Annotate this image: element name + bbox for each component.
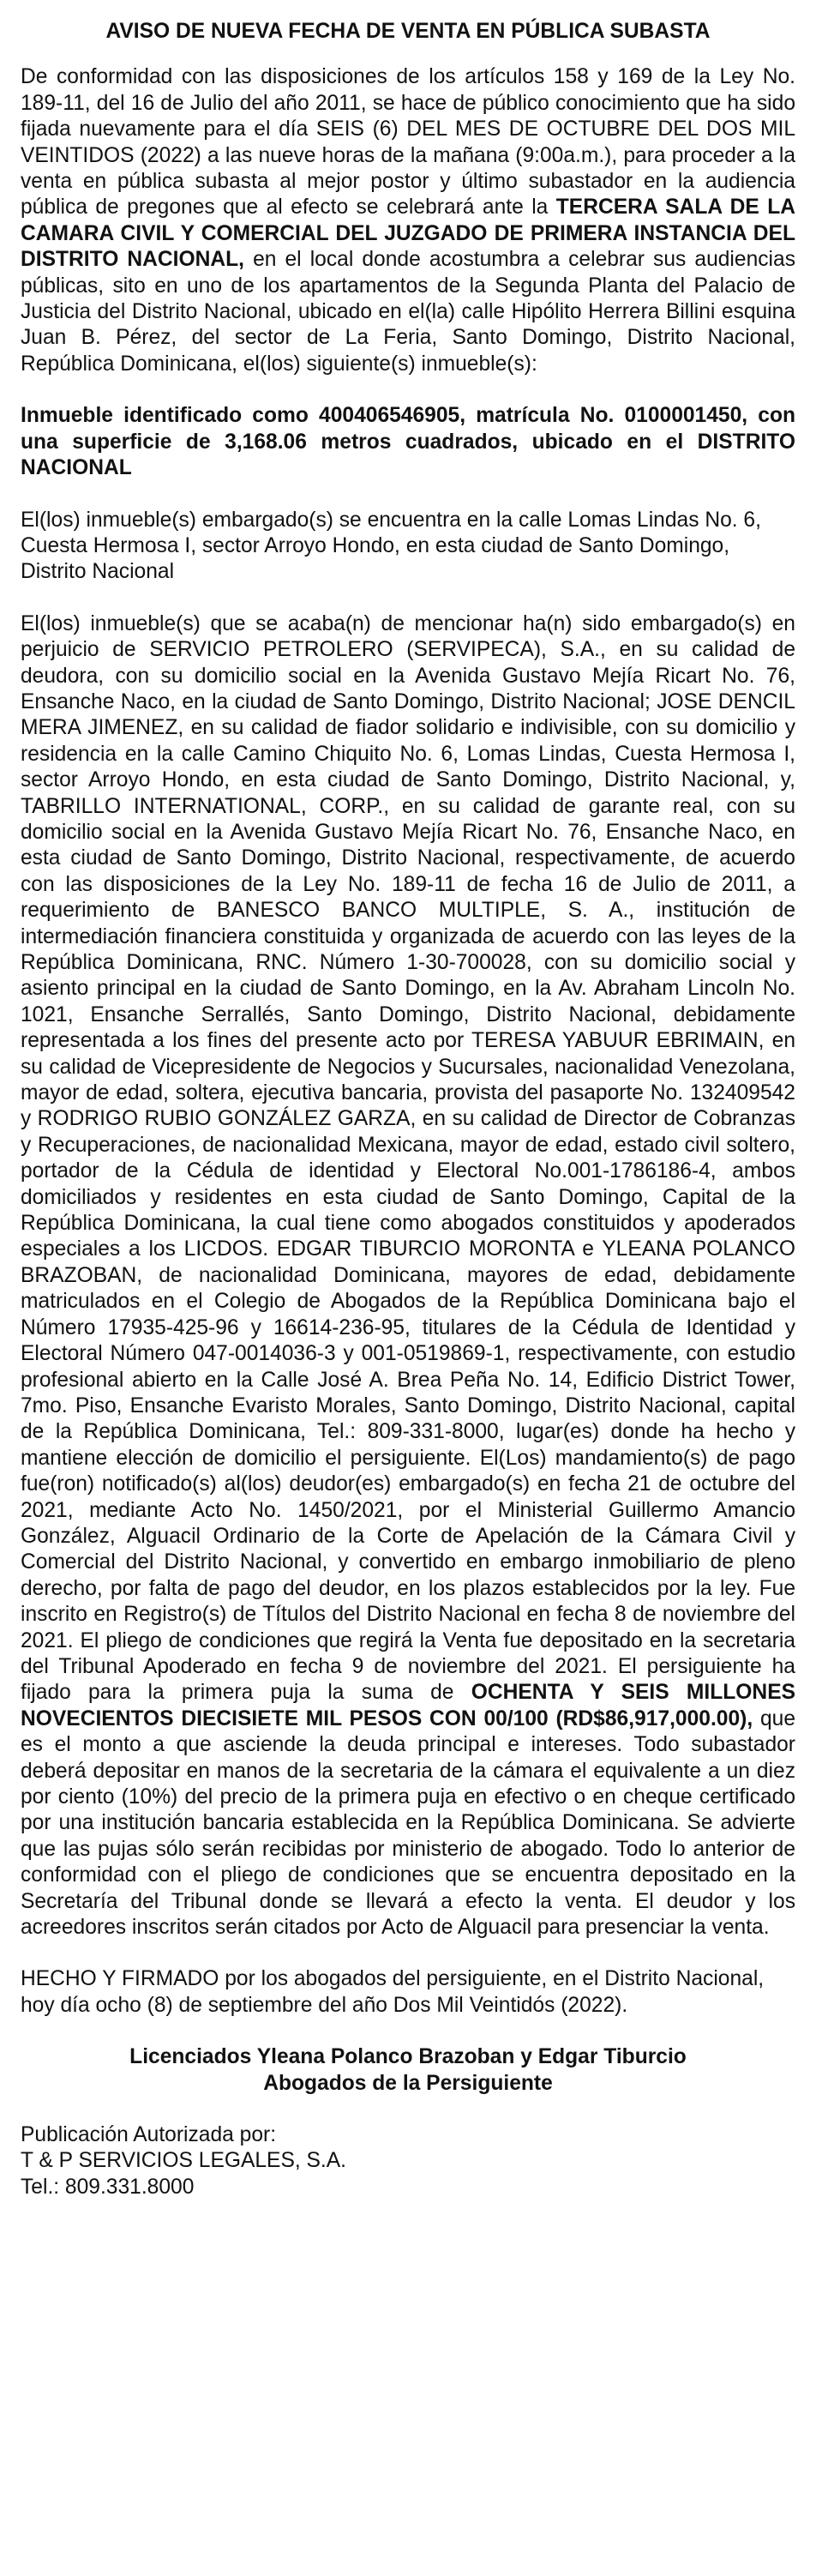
signature-role: Abogados de la Persiguiente — [263, 2071, 553, 2095]
spacer — [21, 2097, 795, 2122]
spacer — [21, 1941, 795, 1966]
publisher-phone: Tel.: 809.331.8000 — [21, 2175, 195, 2199]
first-bid-amount: OCHENTA Y SEIS MILLONES NOVECIENTOS DIECISIETE MIL PESOS CON 00/100 (RD$86,917,000.00), — [21, 1681, 795, 1730]
property-identification: Inmueble identificado como 400406546905, matrícula No. 0100001450, con una superficie de 3,168.06 metros cuadrados, ubicado en el DISTRITO NACIONAL — [21, 404, 795, 480]
paragraph-auction-date — [21, 64, 795, 377]
paragraph-seizure-details — [21, 611, 795, 1941]
publisher-name: T & P SERVICIOS LEGALES, S.A. — [21, 2149, 347, 2173]
court-name: TERCERA SALA DE LA CAMARA CIVIL Y COMERCIAL DEL JUZGADO DE PRIMERA INSTANCIA DEL DISTRITO NACIONAL, — [21, 196, 795, 272]
signed-statement: HECHO Y FIRMADO por los abogados del persiguiente, en el Distrito Nacional, hoy día ocho (8) de septiembre del año Dos Mil Veintidós (2022). — [21, 1967, 765, 2017]
property-location: El(los) inmueble(s) embargado(s) se encuentra en la calle Lomas Lindas No. 6, Cuesta Hermosa I, sector Arroyo Hondo, en esta ciudad de Santo Domingo, Distrito Nacional — [21, 508, 761, 584]
spacer — [21, 377, 795, 403]
paragraph-auction-date-text: De conformidad con las disposiciones de los artículos 158 y 169 de la Ley No. 189-11, del 16 de Julio del año 2011, se hace de público conocimiento que ha sido fijada nuevamente para el día SEIS (6) DEL MES DE OCTUBRE DEL DOS MIL VEINTIDOS (2022) a las nueve horas de la mañana (9:00a.m.), para proceder a la venta en pública subasta al mejor postor y último subastador en la audiencia pública de pregones que al efecto se celebrará ante la — [21, 65, 795, 220]
paragraph-auction-location-text: en el local donde acostumbra a celebrar sus audiencias públicas, sito en uno de los apartamentos de la Segunda Planta del Palacio de Justicia del Distrito Nacional, ubicado en el(la) calle Hipólito Herrera Billini esquina Juan B. Pérez, del sector de La Feria, Santo Domingo, Distrito Nacional, República Dominicana, el(los) siguiente(s) inmueble(s): — [21, 248, 795, 376]
spacer — [21, 2019, 795, 2044]
notice-title: AVISO DE NUEVA FECHA DE VENTA EN PÚBLICA SUBASTA — [105, 20, 711, 43]
publisher-label: Publicación Autorizada por: — [21, 2123, 277, 2147]
auction-conditions-text: que es el monto a que asciende la deuda principal e intereses. Todo subastador deberá depositar en manos de la secretaria de la cámara el equivalente a un diez por ciento (10%) del precio de la primera puja en efectivo o en cheque certificado por una institución bancaria establecida en la República Dominicana. Se advierte que las pujas sólo serán recibidas por ministerio de abogado. Todo lo anterior de conformidad con el pliego de condiciones que se encuentra depositado en la Secretaría del Tribunal donde se llevará a efecto la venta. El deudor y los acreedores inscritos serán citados por Acto de Alguacil para presenciar la venta. — [21, 1706, 795, 1940]
seizure-details-text: El(los) inmueble(s) que se acaba(n) de mencionar ha(n) sido embargado(s) en perjuicio de SERVICIO PETROLERO (SERVIPECA), S.A., en su calidad de deudora, con su domicilio social en la Avenida Gustavo Mejía Ricart No. 76, Ensanche Naco, en la ciudad de Santo Domingo, Distrito Nacional; JOSE DENCIL MERA JIMENEZ, en su calidad de fiador solidario e indivisible, con su domicilio y residencia en la calle Camino Chiquito No. 6, Lomas Lindas, Cuesta Hermosa I, sector Arroyo Hondo, en esta ciudad de Santo Domingo, Distrito Nacional, y, TABRILLO INTERNATIONAL, CORP., en su calidad de garante real, con su domicilio social en la Avenida Gustavo Mejía Ricart No. 76, Ensanche Naco, en esta ciudad de Santo Domingo, Distrito Nacional, respectivamente, de acuerdo con las disposiciones de la Ley No. 189-11 de fecha 16 de Julio de 2011, a requerimiento de BANESCO BANCO MULTIPLE, S. A., institución de intermediación financiera constituida y organizada de acuerdo con las leyes de la República Dominicana, RNC. Número 1-30-700028, con su domicilio social y asiento principal en la ciudad de Santo Domingo, en la Av. Abraham Lincoln No. 1021, Ensanche Serrallés, Santo Domingo, Distrito Nacional, debidamente representada a los fines del presente acto por TERESA YABUUR EBRIMAIN, en su calidad de Vicepresidente de Negocios y Sucursales, nacionalidad Venezolana, mayor de edad, soltera, ejecutiva bancaria, provista del pasaporte No. 132409542 y RODRIGO RUBIO GONZÁLEZ GARZA, en su calidad de Director de Cobranzas y Recuperaciones, de nacionalidad Mexicana, mayor de edad, estado civil soltero, portador de la Cédula de identidad y Electoral No.001-1786186-4, ambos domiciliados y residentes en esta ciudad de Santo Domingo, Capital de la República Dominicana, la cual tiene como abogados constituidos y apoderados especiales a los LICDOS. EDGAR TIBURCIO MORONTA e YLEANA POLANCO BRAZOBAN, de nacionalidad Dominicana, mayores de edad, debidamente matriculados en el Colegio de Abogados de la República Dominicana bajo el Número 17935-425-96 y 16614-236-95, titulares de la Cédula de Identidad y Electoral Número 047-0014036-3 y 001-0519869-1, respectivamente, con estudio profesional abierto en la Calle José A. Brea Peña No. 14, Edificio District Tower, 7mo. Piso, Ensanche Evaristo Morales, Santo Domingo, Distrito Nacional, capital de la República Dominicana, Tel.: 809-331-8000, lugar(es) donde ha hecho y mantiene elección de domicilio el persiguiente. El(Los) mandamiento(s) de pago fue(ron) notificado(s) al(los) deudor(es) embargado(s) en fecha 21 de octubre del 2021, mediante Acto No. 1450/2021, por el Ministerial Guillermo Amancio González, Alguacil Ordinario de la Corte de Apelación de la Cámara Civil y Comercial del Distrito Nacional, y convertido en embargo inmobiliario de pleno derecho, por falta de pago del deudor, en los plazos establecidos por la ley. Fue inscrito en Registro(s) de Títulos del Distrito Nacional en fecha 8 de noviembre del 2021. El pliego de condiciones que regirá la Venta fue depositado en la secretaria del Tribunal Apoderado en fecha 9 de noviembre del 2021. El persiguiente ha fijado para la primera puja la suma de — [21, 611, 795, 1705]
spacer — [21, 482, 795, 508]
signature-lawyers: Licenciados Yleana Polanco Brazoban y Edgar Tiburcio — [129, 2045, 687, 2069]
spacer — [21, 586, 795, 611]
